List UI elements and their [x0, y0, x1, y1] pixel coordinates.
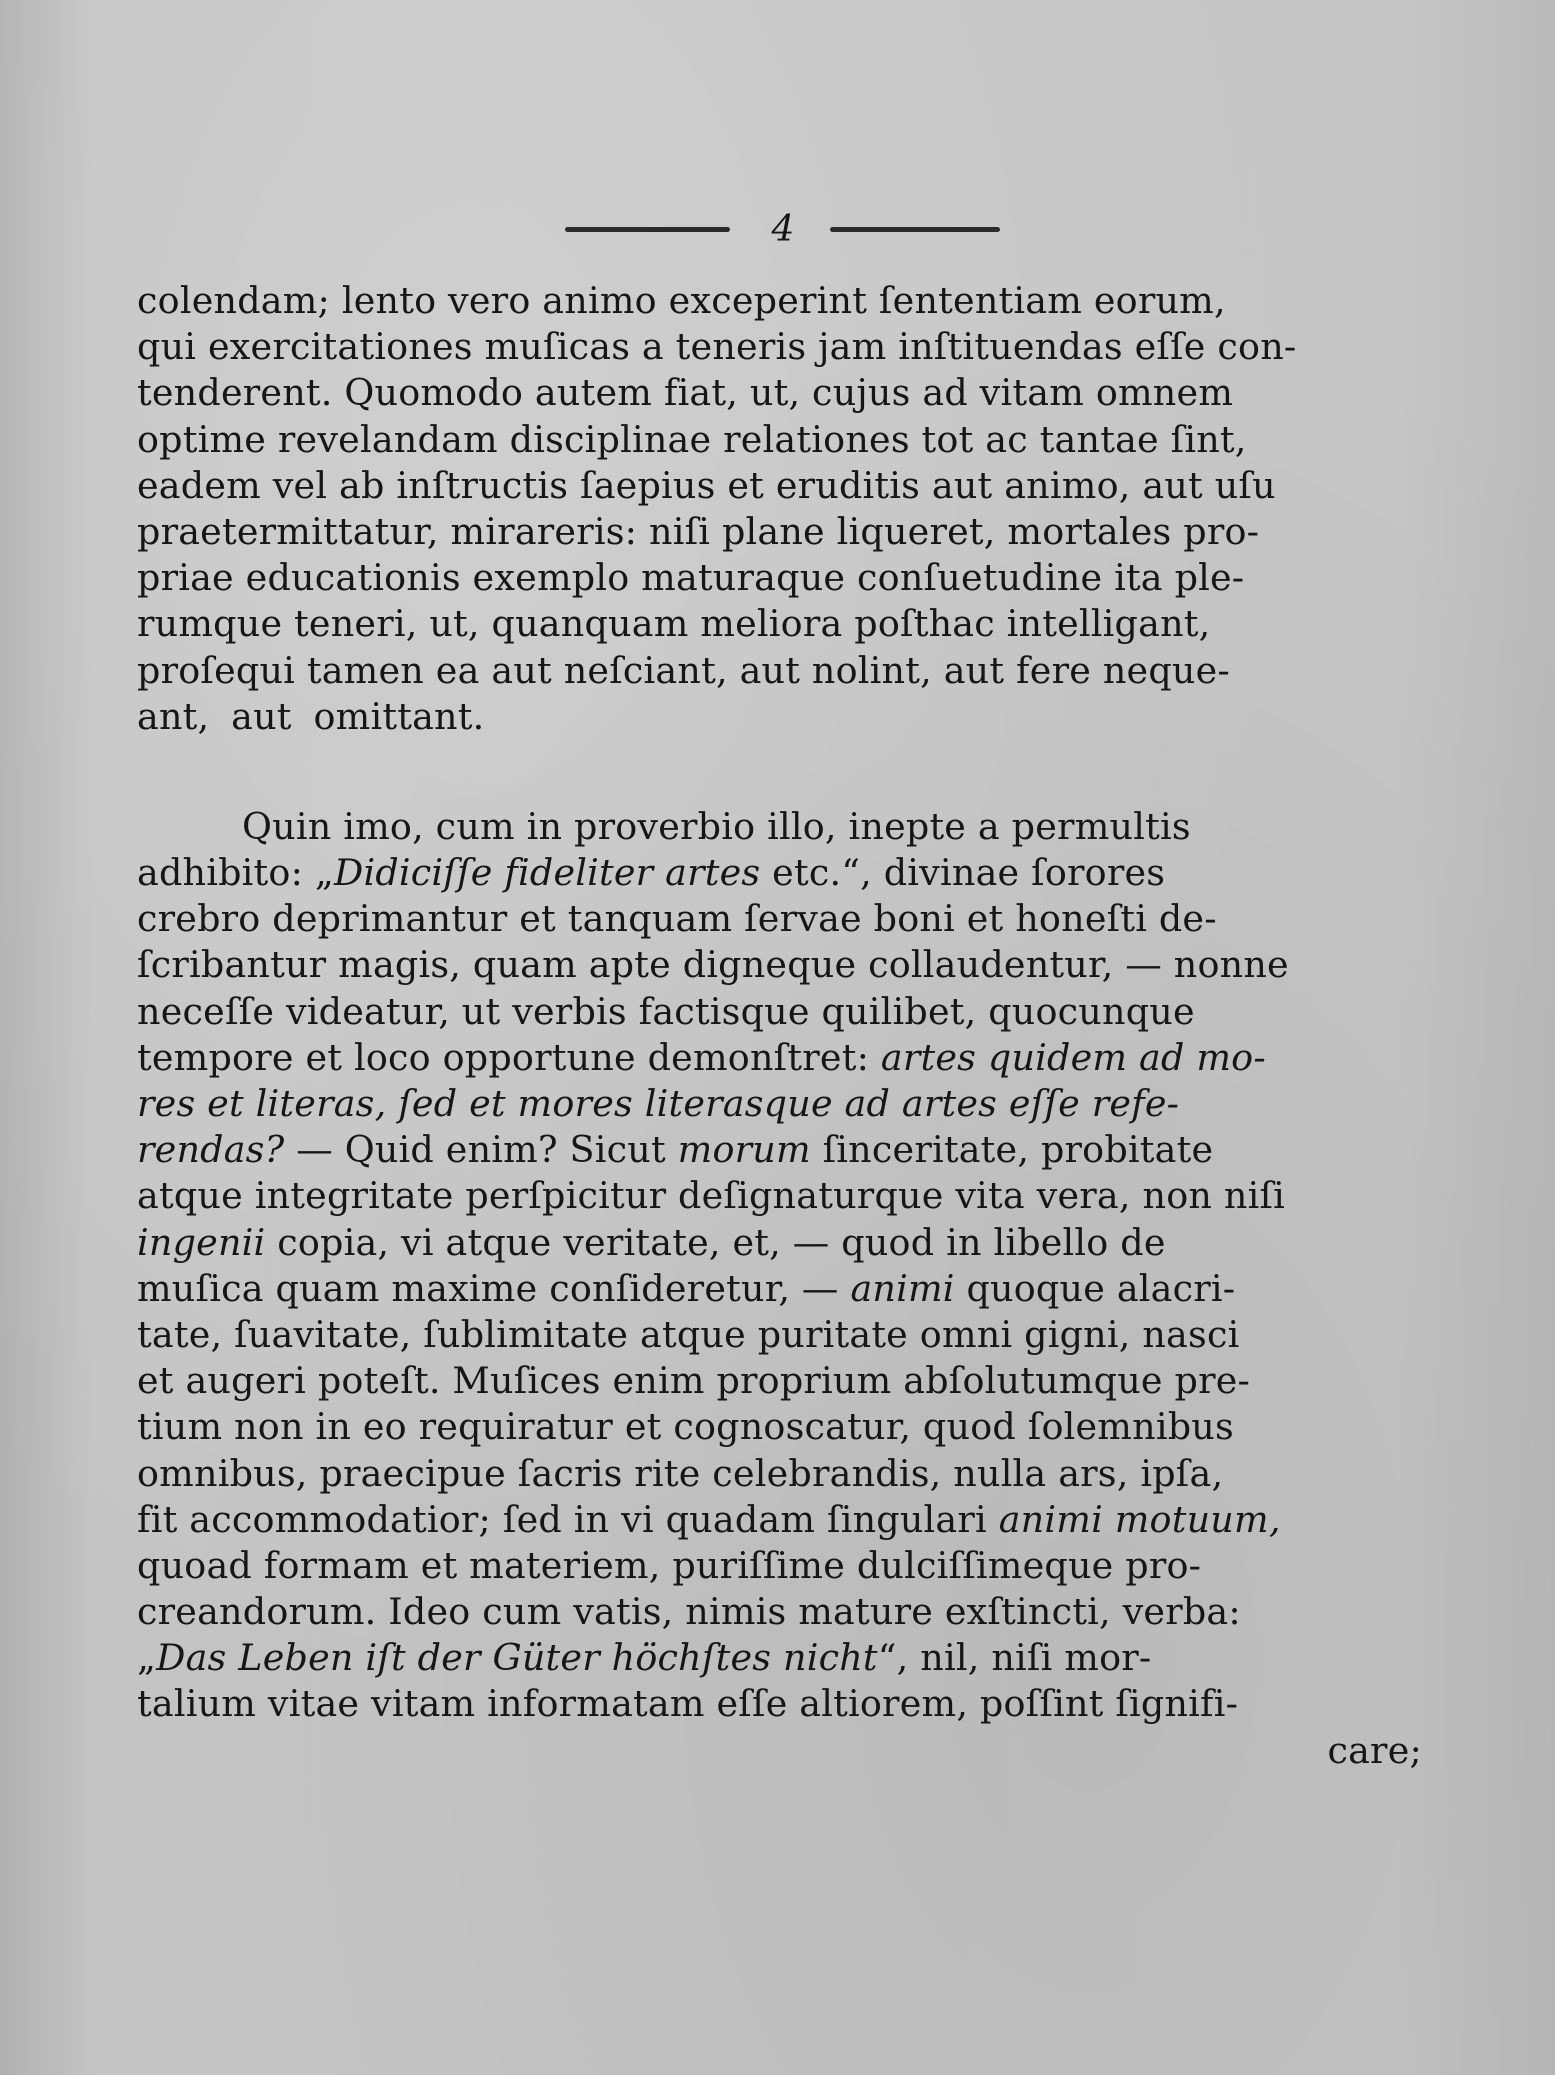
italic-phrase: animi: [850, 1266, 955, 1310]
text-line: eadem vel ab inſtructis ſaepius et eruditis aut animo, aut uſu: [137, 463, 1276, 507]
text-line: creandorum. Ideo cum vatis, nimis mature exſtincti, verba:: [137, 1590, 1241, 1634]
text-line: tium non in eo requiratur et cognoscatur, quod ſolemnibus: [137, 1405, 1234, 1449]
text-line: muſica quam maxime conſideretur, — animi quoque alacri-: [137, 1266, 1236, 1310]
italic-phrase: Didiciſſe fideliter artes: [334, 851, 761, 895]
page-header: [0, 205, 1555, 255]
catchword: care;: [1327, 1728, 1422, 1772]
text-line: omnibus, praecipue ſacris rite celebrandis, nulla ars, ipſa,: [137, 1451, 1224, 1495]
text-line: rumque teneri, ut, quanquam meliora poſthac intelligant,: [137, 602, 1211, 646]
text-line: crebro deprimantur et tanquam ſervae boni et honeſti de-: [137, 897, 1217, 941]
text-line: neceſſe videatur, ut verbis factisque quilibet, quocunque: [137, 989, 1195, 1033]
header-rule-right: [830, 227, 1000, 232]
italic-phrase: morum: [677, 1128, 811, 1172]
text-line: adhibito: „Didiciſſe fideliter artes etc.“, divinae ſorores: [137, 851, 1166, 895]
text-line: „Das Leben iſt der Güter höchſtes nicht“, nil, niſi mor-: [137, 1636, 1152, 1680]
paragraph-gap: [137, 740, 1422, 804]
text-line: tempore et loco opportune demonſtret: artes quidem ad mo-: [137, 1035, 1266, 1079]
text-line: rendas? — Quid enim? Sicut morum ſinceritate, probitate: [137, 1128, 1214, 1172]
text-line: qui exercitationes muſicas a teneris jam inſtituendas eſſe con-: [137, 325, 1297, 369]
page-number: 4: [771, 209, 795, 250]
text-line: praetermittatur, mirareris: niſi plane liqueret, mortales pro-: [137, 509, 1260, 553]
text-line: quoad formam et materiem, puriſſime dulciſſimeque pro-: [137, 1543, 1202, 1587]
text-line: ant, aut omittant.: [137, 694, 485, 738]
italic-phrase: rendas?: [137, 1128, 285, 1172]
italic-phrase: ingenii: [137, 1220, 266, 1264]
body-text: [137, 278, 1422, 1774]
text-line: ingenii copia, vi atque veritate, et, — quod in libello de: [137, 1220, 1166, 1264]
text-line: ſcribantur magis, quam apte digneque collaudentur, — nonne: [137, 943, 1289, 987]
text-line: Quin imo, cum in proverbio illo, inepte a permultis: [242, 804, 1191, 848]
text-line: proſequi tamen ea aut neſciant, aut nolint, aut fere neque-: [137, 648, 1230, 692]
text-line: tenderent. Quomodo autem fiat, ut, cujus ad vitam omnem: [137, 371, 1234, 415]
text-line: [137, 1081, 1422, 1127]
text-line: talium vitae vitam informatam eſſe altiorem, poſſint ſignifi-: [137, 1682, 1239, 1726]
italic-phrase: res et literas, ſed et mores literasque ad artes eſſe refe-: [137, 1082, 1180, 1125]
text-line: priae educationis exemplo maturaque conſuetudine ita ple-: [137, 556, 1245, 600]
text-line: optime revelandam disciplinae relationes tot ac tantae ſint,: [137, 417, 1247, 461]
text-line: tate, ſuavitate, ſublimitate atque puritate omni gigni, nasci: [137, 1312, 1240, 1356]
header-rule-left: [565, 227, 730, 232]
italic-phrase: Das Leben iſt der Güter höchſtes nicht: [156, 1636, 878, 1680]
text-line: et augeri poteſt. Muſices enim proprium abſolutumque pre-: [137, 1359, 1251, 1403]
italic-phrase: animi motuum,: [998, 1497, 1281, 1541]
italic-phrase: artes quidem ad mo-: [880, 1035, 1266, 1079]
text-line: colendam; lento vero animo exceperint ſententiam eorum,: [137, 279, 1226, 322]
text-line: fit accommodatior; ſed in vi quadam ſingulari animi motuum,: [137, 1497, 1281, 1541]
text-line: atque integritate perſpicitur deſignaturque vita vera, non niſi: [137, 1174, 1286, 1218]
